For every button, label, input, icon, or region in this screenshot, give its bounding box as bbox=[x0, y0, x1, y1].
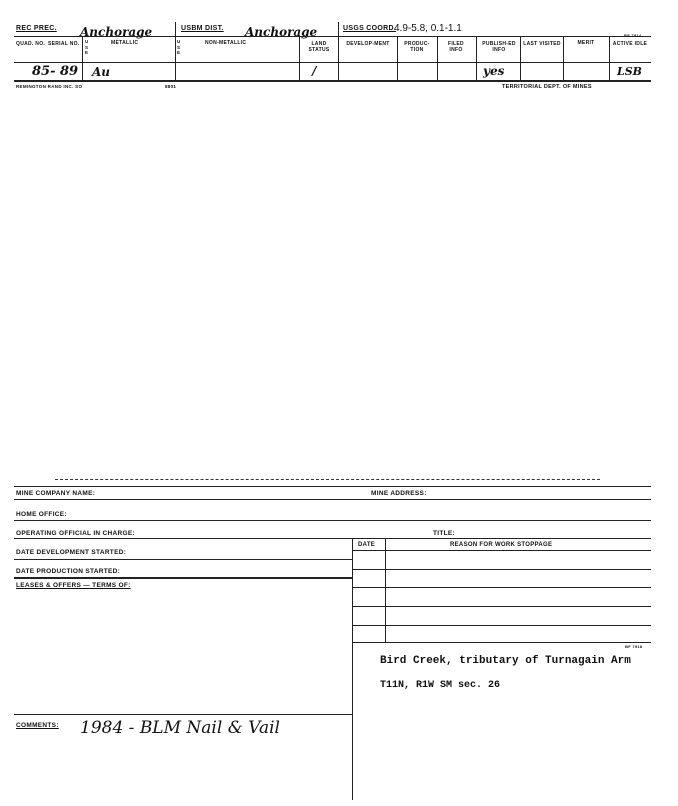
comments-label: COMMENTS: bbox=[16, 722, 59, 729]
leases-offers-label: LEASES & OFFERS — TERMS OF: bbox=[16, 582, 131, 589]
row-line bbox=[14, 538, 651, 539]
header-quad: QUAD. NO. bbox=[16, 41, 46, 47]
header-land-status: LAND STATUS bbox=[308, 41, 330, 53]
col-line bbox=[175, 22, 176, 80]
card-top-edge bbox=[55, 479, 600, 480]
col-line bbox=[476, 36, 477, 80]
row-line bbox=[14, 80, 651, 82]
row-line bbox=[352, 550, 651, 551]
metallic-value: Au bbox=[92, 65, 111, 79]
col-line bbox=[82, 36, 83, 80]
active-idle-value: LSB bbox=[617, 65, 642, 78]
col-line bbox=[385, 538, 386, 642]
row-line bbox=[14, 520, 651, 521]
row-line bbox=[14, 559, 352, 560]
row-line bbox=[14, 36, 651, 37]
usgs-coord-value: 4.9-5.8, 0.1-1.1 bbox=[394, 23, 462, 34]
header-active-idle: ACTIVE IDLE bbox=[612, 41, 648, 47]
header-serial: SERIAL NO. bbox=[48, 41, 80, 47]
header-use-nonmetallic: U S E bbox=[177, 39, 181, 55]
quad-serial-value: 85- 89 bbox=[32, 64, 79, 79]
reason-header: REASON FOR WORK STOPPAGE bbox=[450, 542, 553, 548]
date-development-label: DATE DEVELOPMENT STARTED: bbox=[16, 549, 127, 556]
row-line bbox=[352, 569, 651, 570]
comments-value: 1984 - BLM Nail & Vail bbox=[80, 718, 280, 738]
territorial-dept-label: TERRITORIAL DEPT. OF MINES bbox=[502, 84, 592, 90]
row-line bbox=[14, 62, 651, 63]
row-line bbox=[14, 577, 352, 579]
mine-company-name-label: MINE COMPANY NAME: bbox=[16, 490, 96, 497]
col-line bbox=[352, 538, 353, 800]
row-line bbox=[14, 499, 651, 500]
col-line bbox=[338, 22, 339, 80]
header-merit: MERIT bbox=[577, 40, 595, 46]
header-metallic: METALLIC bbox=[111, 40, 139, 46]
land-status-value: / bbox=[312, 64, 317, 78]
row-line bbox=[352, 642, 651, 643]
printer-credit: REMINGTON RAND INC. SO bbox=[16, 84, 83, 89]
location-line-1: Bird Creek, tributary of Turnagain Arm bbox=[380, 655, 631, 667]
header-production: PRODUC-TION bbox=[404, 41, 430, 53]
usgs-coord-label: USGS COORD. bbox=[343, 25, 397, 32]
form-number-top: BF 7914 bbox=[624, 33, 642, 38]
row-line bbox=[14, 486, 651, 487]
header-published-info: PUBLISH-ED INFO bbox=[482, 41, 516, 53]
header-development: DEVELOP-MENT bbox=[346, 41, 390, 47]
row-line bbox=[352, 587, 651, 588]
header-last-visited: LAST VISITED bbox=[523, 41, 561, 47]
col-line bbox=[299, 36, 300, 80]
rec-prec-label: REC PREC. bbox=[16, 25, 57, 32]
col-line bbox=[520, 36, 521, 80]
col-line bbox=[609, 36, 610, 80]
header-filed-info: FILED INFO bbox=[448, 41, 464, 53]
printer-code: 8801 bbox=[165, 84, 177, 89]
title-label: TITLE: bbox=[433, 530, 456, 537]
date-header: DATE bbox=[358, 542, 376, 548]
row-line bbox=[352, 625, 651, 626]
form-number-bottom: BF 7918 bbox=[625, 644, 643, 649]
usbm-dist-value: Anchorage bbox=[245, 25, 318, 39]
date-production-label: DATE PRODUCTION STARTED: bbox=[16, 568, 121, 575]
row-line bbox=[14, 714, 352, 715]
operating-official-label: OPERATING OFFICIAL IN CHARGE: bbox=[16, 530, 135, 537]
usbm-dist-label: USBM DIST. bbox=[181, 25, 224, 32]
mine-address-label: MINE ADDRESS: bbox=[371, 490, 427, 497]
header-non-metallic: NON-METALLIC bbox=[205, 40, 247, 46]
rec-prec-value: Anchorage bbox=[80, 25, 153, 39]
header-use-metallic: U S E bbox=[85, 39, 89, 55]
row-line bbox=[352, 606, 651, 607]
col-line bbox=[397, 36, 398, 80]
col-line bbox=[437, 36, 438, 80]
home-office-label: HOME OFFICE: bbox=[16, 511, 67, 518]
col-line bbox=[563, 36, 564, 80]
location-line-2: T11N, R1W SM sec. 26 bbox=[380, 680, 501, 691]
published-info-value: yes bbox=[483, 64, 505, 78]
